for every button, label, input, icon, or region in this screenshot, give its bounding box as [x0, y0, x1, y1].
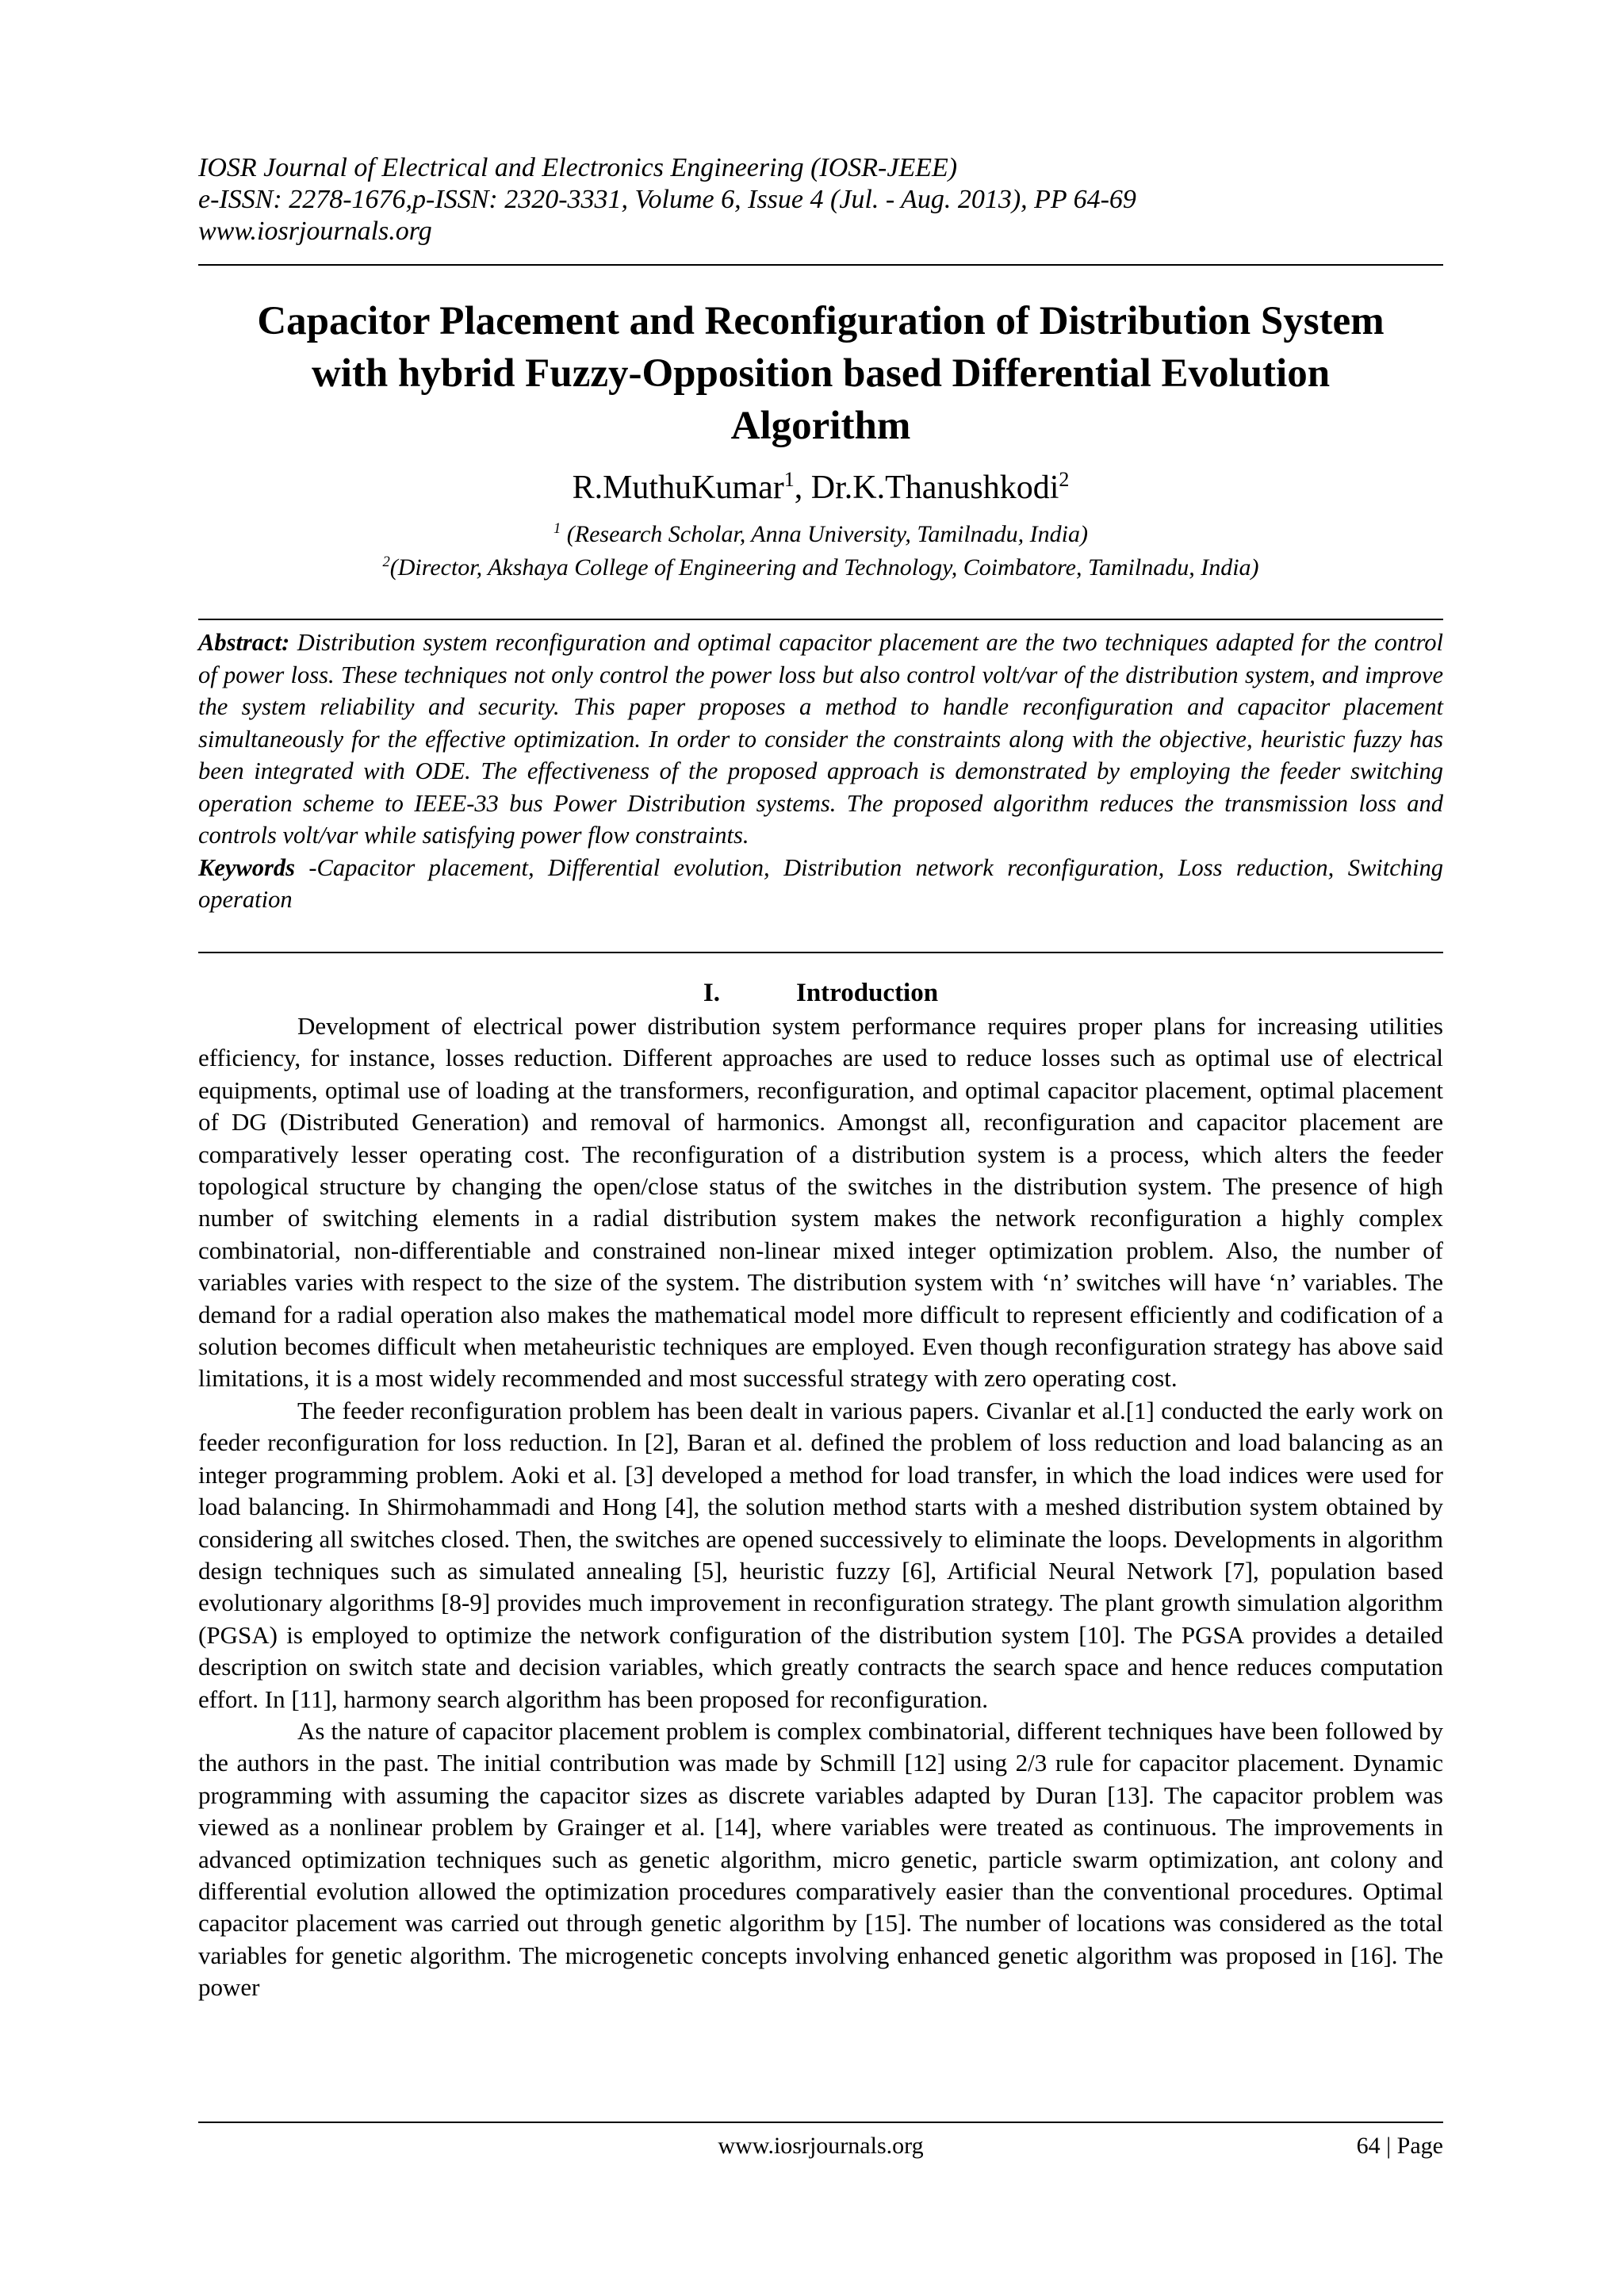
body-text: [198, 1010, 1443, 2004]
author-name: R.MuthuKumar: [572, 470, 784, 506]
abstract-block: [198, 627, 1443, 916]
body-paragraph: Development of electrical power distribution system performance requires proper plans for increasing utilities efficiency, for instance, losses reduction. Different approaches are used to reduce losses such as optimal use of electrical equipments, optimal use of loading at the transformers, reconfiguration, and optimal capacitor placement, optimal placement of DG (Distributed Generation) and removal of harmonics. Amongst all, reconfiguration and capacitor placement are comparatively lesser operating cost. The reconfiguration of a distribution system is a process, which alters the feeder topological structure by changing the open/close status of the switches in the distribution system. The presence of high number of switching elements in a radial distribution system makes the network reconfiguration a highly complex combinatorial, non-differentiable and constrained non-linear mixed integer optimization problem. Also, the number of variables varies with respect to the size of the system. The distribution system with ‘n’ switches will have ‘n’ variables. The demand for a radial operation also makes the mathematical model more difficult to represent efficiently and codification of a solution becomes difficult when metaheuristic techniques are employed. Even though reconfiguration strategy has above said limitations, it is a most widely recommended and most successful strategy with zero operating cost.: [198, 1012, 1443, 1393]
title-line-1: Capacitor Placement and Reconfiguration of Distribution System: [257, 299, 1385, 343]
author-affiliation-mark: 1: [783, 468, 795, 491]
affiliation-text: (Director, Akshaya College of Engineering and Technology, Coimbatore, Tamilnadu, India): [389, 554, 1259, 581]
affiliation-1: [198, 520, 1443, 549]
footer-rule: [198, 2122, 1443, 2123]
body-paragraph: As the nature of capacitor placement problem is complex combinatorial, different techniques have been followed by the authors in the past. The initial contribution was made by Schmill [12] using 2/3 rule for capacitor placement. Dynamic programming with assuming the capacitor sizes as discrete variables adapted by Duran [13]. The capacitor problem was viewed as a nonlinear problem by Grainger et al. [14], where variables were treated as continuous. The improvements in advanced optimization techniques such as genetic algorithm, micro genetic, particle swarm optimization, ant colony and differential evolution allowed the optimization procedures comparatively easier than the conventional procedures. Optimal capacitor placement was carried out through genetic algorithm by [15]. The number of locations was considered as the total variables for genetic algorithm. The microgenetic concepts involving enhanced genetic algorithm was proposed in [16]. The power: [198, 1716, 1443, 2002]
title-line-3: Algorithm: [730, 404, 911, 448]
abstract-bottom-rule: [198, 952, 1443, 953]
section-heading: [198, 977, 1443, 1009]
author-name: Dr.K.Thanushkodi: [810, 470, 1059, 506]
journal-website: www.iosrjournals.org: [198, 217, 432, 246]
footer-url: www.iosrjournals.org: [718, 2133, 924, 2159]
body-paragraph: The feeder reconfiguration problem has been dealt in various papers. Civanlar et al.[1] conducted the early work on feeder reconfiguration for loss reduction. In [2], Baran et al. defined the problem of loss reduction and load balancing as an integer programming problem. Aoki et al. [3] developed a method for load transfer, in which the load indices were used for load balancing. In Shirmohammadi and Hong [4], the solution method starts with a meshed distribution system obtained by considering all switches closed. Then, the switches are opened successively to eliminate the loops. Developments in algorithm design techniques such as simulated annealing [5], heuristic fuzzy [6], Artificial Neural Network [7], population based evolutionary algorithms [8-9] provides much improvement in reconfiguration strategy. The plant growth simulation algorithm (PGSA) is employed to optimize the network configuration of the distribution system [10]. The PGSA provides a detailed description on switch state and decision variables, which greatly contracts the search space and hence reduces computation effort. In [11], harmony search algorithm has been proposed for reconfiguration.: [198, 1396, 1443, 1713]
abstract-text: Distribution system reconfiguration and optimal capacitor placement are the two techniques adapted for the control of power loss. These techniques not only control the power loss but also control volt/var of the distribution system, and improve the system reliability and security. This paper proposes a method to handle reconfiguration and capacitor placement simultaneously for the effective optimization. In order to consider the constraints along with the objective, heuristic fuzzy has been integrated with ODE. The effectiveness of the proposed approach is demonstrated by employing the feeder switching operation scheme to IEEE-33 bus Power Distribution systems. The proposed algorithm reduces the transmission loss and controls volt/var while satisfying power flow constraints.: [198, 629, 1443, 849]
abstract-paragraph: [198, 627, 1443, 852]
section-number: I.: [703, 979, 720, 1007]
affiliation-text: (Research Scholar, Anna University, Tamilnadu, India): [561, 521, 1088, 547]
affiliation-mark: 2: [382, 554, 390, 570]
affiliation-2: [198, 554, 1443, 582]
keywords-paragraph: [198, 852, 1443, 916]
journal-header: [198, 152, 1443, 247]
keywords-text: -Capacitor placement, Differential evolution, Distribution network reconfiguration, Loss reduction, Switching operation: [198, 853, 1443, 913]
author-list: [198, 468, 1443, 508]
paper-title: [198, 295, 1443, 452]
author-separator: ,: [794, 470, 811, 506]
journal-name: IOSR Journal of Electrical and Electronics Engineering (IOSR-JEEE): [198, 153, 958, 182]
header-rule: [198, 264, 1443, 266]
keywords-label: Keywords: [198, 853, 295, 881]
author-affiliation-mark: 2: [1059, 468, 1070, 491]
section-title: Introduction: [795, 979, 939, 1007]
affiliation-mark: 1: [553, 520, 561, 537]
abstract-top-rule: [198, 619, 1443, 620]
journal-issn-volume: e-ISSN: 2278-1676,p-ISSN: 2320-3331, Volume 6, Issue 4 (Jul. - Aug. 2013), PP 64-69: [198, 185, 1136, 214]
title-line-2: with hybrid Fuzzy-Opposition based Differential Evolution: [311, 351, 1331, 396]
footer-page-number: 64 | Page: [1356, 2133, 1443, 2159]
abstract-label: Abstract:: [198, 629, 290, 656]
